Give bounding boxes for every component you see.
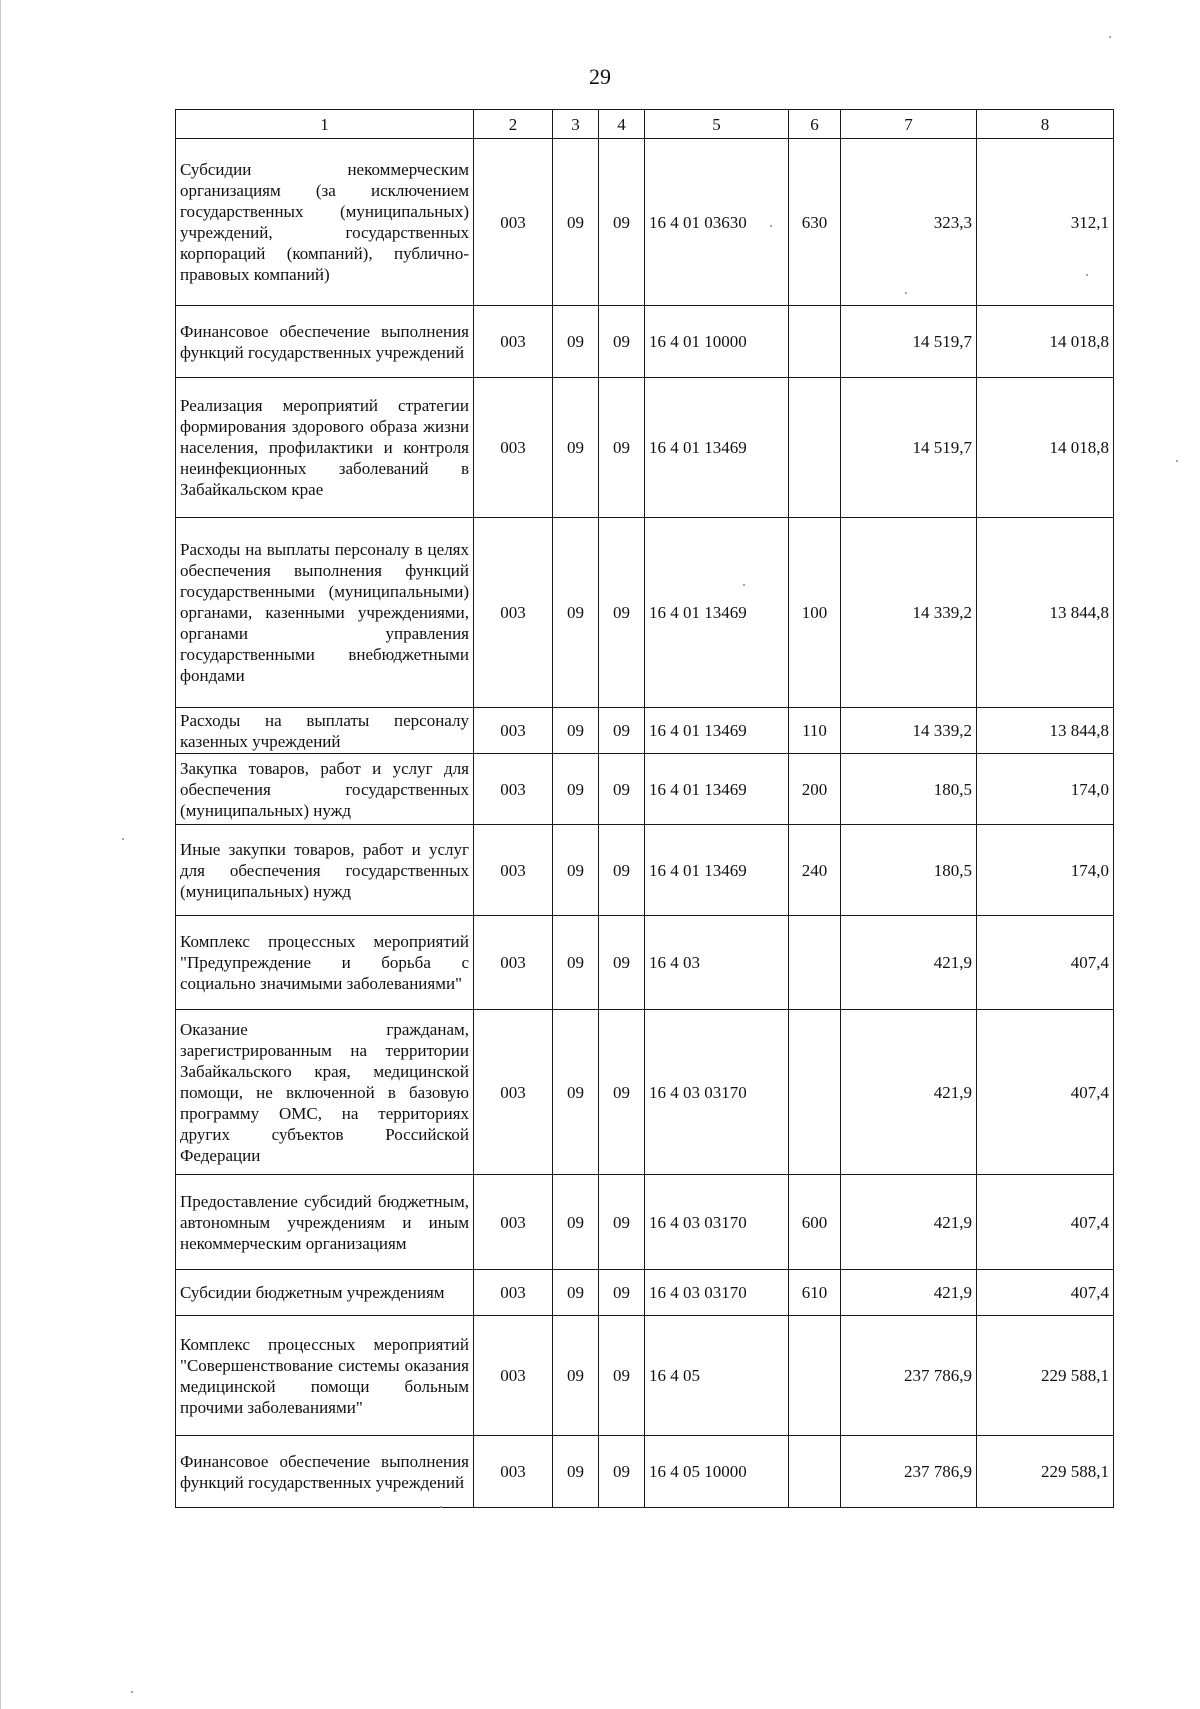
row-type-cell xyxy=(789,1436,841,1508)
row-col3-cell: 09 xyxy=(553,916,599,1010)
table-row xyxy=(176,378,1114,518)
scan-speck xyxy=(905,292,907,294)
row-col3-cell: 09 xyxy=(553,518,599,708)
row-col8-value: 229 588,1 xyxy=(977,1316,1114,1436)
row-col2-cell: 003 xyxy=(474,754,553,825)
row-col8-value: 407,4 xyxy=(977,1010,1114,1175)
row-col8-value: 407,4 xyxy=(977,1270,1114,1316)
row-type-cell: 600 xyxy=(789,1175,841,1270)
column-header: 1 xyxy=(176,110,474,139)
row-name-cell: Оказание гражданам, зарегистрированным на территории Забайкальского края, медицинской помощи, не включенной в базовую программу ОМС, на территориях других субъектов Российской Федерации xyxy=(176,1010,474,1175)
row-col8-value: 174,0 xyxy=(977,754,1114,825)
row-code-cell: 16 4 01 13469 xyxy=(645,518,789,708)
scan-speck xyxy=(1176,460,1178,462)
table-row xyxy=(176,916,1114,1010)
row-type-cell xyxy=(789,1316,841,1436)
table-body xyxy=(176,139,1114,1508)
row-col4-cell: 09 xyxy=(599,708,645,754)
row-col8-value: 312,1 xyxy=(977,139,1114,306)
row-code-cell: 16 4 01 13469 xyxy=(645,754,789,825)
row-col2-cell: 003 xyxy=(474,1270,553,1316)
table-row xyxy=(176,708,1114,754)
column-header: 2 xyxy=(474,110,553,139)
row-col7-value: 14 339,2 xyxy=(841,708,977,754)
row-code-cell: 16 4 03 03170 xyxy=(645,1175,789,1270)
row-col7-value: 14 519,7 xyxy=(841,306,977,378)
row-col4-cell: 09 xyxy=(599,1175,645,1270)
row-col8-value: 13 844,8 xyxy=(977,708,1114,754)
row-col7-value: 421,9 xyxy=(841,916,977,1010)
row-type-cell: 110 xyxy=(789,708,841,754)
row-name-cell: Иные закупки товаров, работ и услуг для обеспечения государственных (муниципальных) нужд xyxy=(176,825,474,916)
table-row xyxy=(176,1270,1114,1316)
row-col7-value: 180,5 xyxy=(841,825,977,916)
row-type-cell xyxy=(789,1010,841,1175)
row-col3-cell: 09 xyxy=(553,1270,599,1316)
row-name-cell: Предоставление субсидий бюджетным, автономным учреждениям и иным некоммерческим организациям xyxy=(176,1175,474,1270)
row-code-cell: 16 4 01 10000 xyxy=(645,306,789,378)
row-name-cell: Финансовое обеспечение выполнения функций государственных учреждений xyxy=(176,306,474,378)
row-code-cell: 16 4 05 10000 xyxy=(645,1436,789,1508)
table-row xyxy=(176,1175,1114,1270)
table-row xyxy=(176,1010,1114,1175)
row-col2-cell: 003 xyxy=(474,139,553,306)
table-row xyxy=(176,306,1114,378)
row-name-cell: Субсидии некоммерческим организациям (за исключением государственных (муниципальных) учреждений, государственных корпораций (компаний), публично-правовых компаний) xyxy=(176,139,474,306)
row-type-cell: 240 xyxy=(789,825,841,916)
row-type-cell: 200 xyxy=(789,754,841,825)
row-col8-value: 407,4 xyxy=(977,916,1114,1010)
row-col8-value: 407,4 xyxy=(977,1175,1114,1270)
row-col7-value: 323,3 xyxy=(841,139,977,306)
row-col8-value: 229 588,1 xyxy=(977,1436,1114,1508)
row-type-cell xyxy=(789,916,841,1010)
row-col7-value: 180,5 xyxy=(841,754,977,825)
row-col8-value: 14 018,8 xyxy=(977,378,1114,518)
table-row xyxy=(176,754,1114,825)
scan-speck xyxy=(122,838,124,840)
row-col3-cell: 09 xyxy=(553,1175,599,1270)
scan-speck xyxy=(440,1506,442,1508)
row-col7-value: 14 339,2 xyxy=(841,518,977,708)
row-col7-value: 237 786,9 xyxy=(841,1436,977,1508)
row-col4-cell: 09 xyxy=(599,916,645,1010)
row-col4-cell: 09 xyxy=(599,1270,645,1316)
row-type-cell: 100 xyxy=(789,518,841,708)
scan-speck xyxy=(1109,36,1111,38)
row-code-cell: 16 4 03 xyxy=(645,916,789,1010)
page-number: 29 xyxy=(589,64,611,89)
row-code-cell: 16 4 01 13469 xyxy=(645,825,789,916)
row-col3-cell: 09 xyxy=(553,1436,599,1508)
row-type-cell: 610 xyxy=(789,1270,841,1316)
header-row xyxy=(176,110,1114,139)
scan-speck xyxy=(743,584,745,586)
row-col7-value: 237 786,9 xyxy=(841,1316,977,1436)
row-col8-value: 174,0 xyxy=(977,825,1114,916)
row-code-cell: 16 4 01 13469 xyxy=(645,378,789,518)
row-col2-cell: 003 xyxy=(474,825,553,916)
row-col4-cell: 09 xyxy=(599,139,645,306)
row-col3-cell: 09 xyxy=(553,754,599,825)
table-row xyxy=(176,518,1114,708)
row-col3-cell: 09 xyxy=(553,378,599,518)
scan-edge-line xyxy=(0,0,1,1709)
row-col2-cell: 003 xyxy=(474,378,553,518)
row-col4-cell: 09 xyxy=(599,1316,645,1436)
column-header: 5 xyxy=(645,110,789,139)
row-col4-cell: 09 xyxy=(599,754,645,825)
row-col4-cell: 09 xyxy=(599,1436,645,1508)
table-row xyxy=(176,825,1114,916)
row-name-cell: Комплекс процессных мероприятий "Предупреждение и борьба с социально значимыми заболеваниями" xyxy=(176,916,474,1010)
row-col3-cell: 09 xyxy=(553,139,599,306)
column-header: 8 xyxy=(977,110,1114,139)
row-type-cell xyxy=(789,378,841,518)
row-type-cell xyxy=(789,306,841,378)
row-code-cell: 16 4 01 13469 xyxy=(645,708,789,754)
row-col2-cell: 003 xyxy=(474,708,553,754)
row-name-cell: Расходы на выплаты персоналу казенных учреждений xyxy=(176,708,474,754)
row-col2-cell: 003 xyxy=(474,916,553,1010)
row-col3-cell: 09 xyxy=(553,708,599,754)
row-name-cell: Финансовое обеспечение выполнения функций государственных учреждений xyxy=(176,1436,474,1508)
row-col7-value: 421,9 xyxy=(841,1010,977,1175)
table-row xyxy=(176,139,1114,306)
scan-speck xyxy=(770,225,772,227)
row-col4-cell: 09 xyxy=(599,378,645,518)
row-col2-cell: 003 xyxy=(474,1316,553,1436)
row-col2-cell: 003 xyxy=(474,1010,553,1175)
table-row xyxy=(176,1316,1114,1436)
column-header: 6 xyxy=(789,110,841,139)
row-col4-cell: 09 xyxy=(599,518,645,708)
row-col7-value: 421,9 xyxy=(841,1175,977,1270)
row-col2-cell: 003 xyxy=(474,1436,553,1508)
row-code-cell: 16 4 01 03630 xyxy=(645,139,789,306)
row-code-cell: 16 4 03 03170 xyxy=(645,1270,789,1316)
row-col3-cell: 09 xyxy=(553,1010,599,1175)
row-name-cell: Закупка товаров, работ и услуг для обеспечения государственных (муниципальных) нужд xyxy=(176,754,474,825)
row-name-cell: Комплекс процессных мероприятий "Совершенствование системы оказания медицинской помощи больным прочими заболеваниями" xyxy=(176,1316,474,1436)
row-type-cell: 630 xyxy=(789,139,841,306)
column-header: 4 xyxy=(599,110,645,139)
row-col8-value: 13 844,8 xyxy=(977,518,1114,708)
scan-speck xyxy=(1086,274,1088,276)
row-name-cell: Реализация мероприятий стратегии формирования здорового образа жизни населения, профилактики и контроля неинфекционных заболеваний в Забайкальском крае xyxy=(176,378,474,518)
row-code-cell: 16 4 03 03170 xyxy=(645,1010,789,1175)
row-col2-cell: 003 xyxy=(474,1175,553,1270)
row-col7-value: 14 519,7 xyxy=(841,378,977,518)
row-col2-cell: 003 xyxy=(474,306,553,378)
row-col3-cell: 09 xyxy=(553,306,599,378)
scan-speck xyxy=(131,1691,133,1693)
budget-table xyxy=(175,109,1114,1508)
row-col7-value: 421,9 xyxy=(841,1270,977,1316)
row-col3-cell: 09 xyxy=(553,825,599,916)
table-row xyxy=(176,1436,1114,1508)
row-name-cell: Расходы на выплаты персоналу в целях обеспечения выполнения функций государственными (муниципальными) органами, казенными учреждениями, органами управления государственными внебюджетными фондами xyxy=(176,518,474,708)
row-col2-cell: 003 xyxy=(474,518,553,708)
row-name-cell: Субсидии бюджетным учреждениям xyxy=(176,1270,474,1316)
row-col4-cell: 09 xyxy=(599,1010,645,1175)
row-code-cell: 16 4 05 xyxy=(645,1316,789,1436)
column-header: 3 xyxy=(553,110,599,139)
row-col4-cell: 09 xyxy=(599,825,645,916)
column-header: 7 xyxy=(841,110,977,139)
row-col3-cell: 09 xyxy=(553,1316,599,1436)
row-col8-value: 14 018,8 xyxy=(977,306,1114,378)
row-col4-cell: 09 xyxy=(599,306,645,378)
